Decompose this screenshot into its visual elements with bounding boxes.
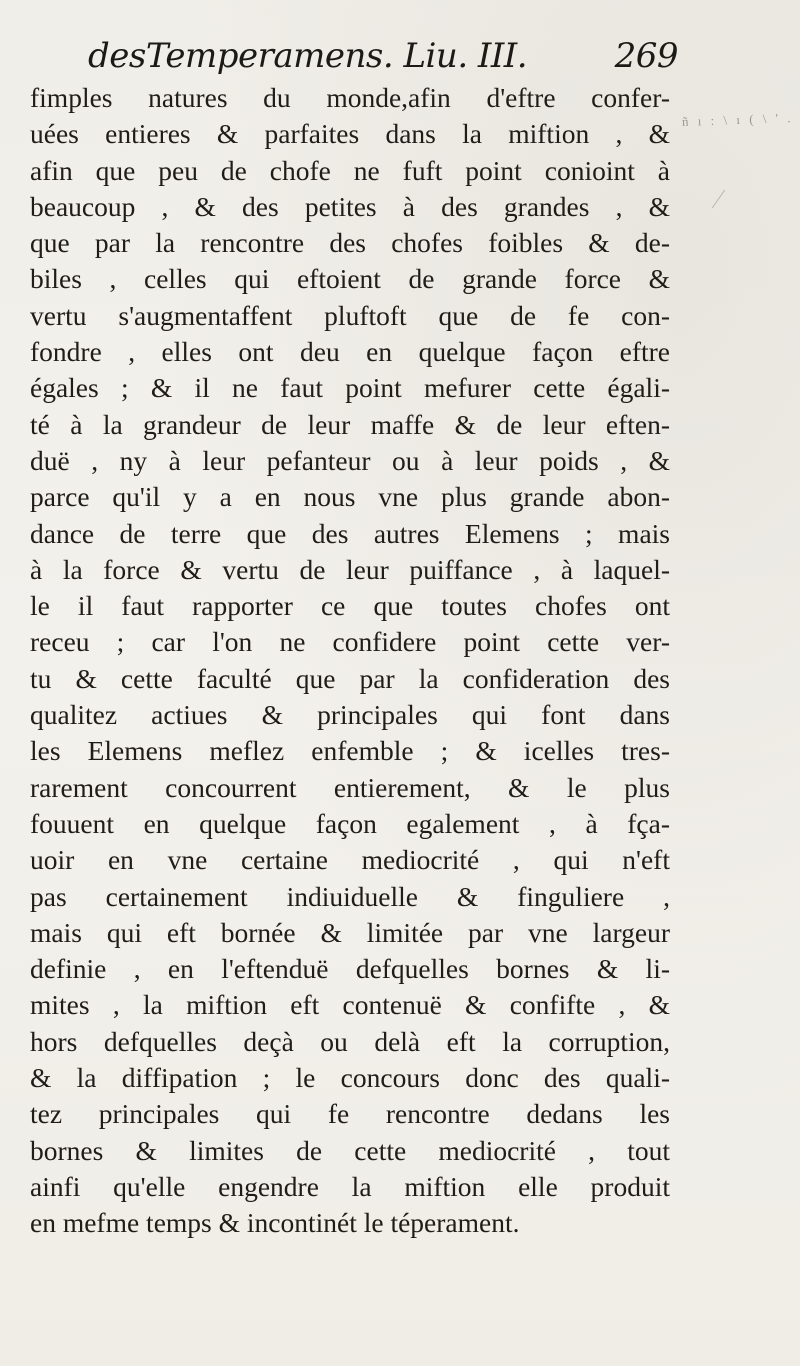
text-line: tu & cette faculté que par la confideration des bbox=[30, 662, 670, 694]
text-line: pas certainement indiuiduelle & finguliere , bbox=[30, 880, 670, 912]
text-line: fondre , elles ont deu en quelque façon eftre bbox=[30, 336, 670, 368]
paper-mark bbox=[712, 190, 725, 209]
text-line: les Elemens meflez enfemble ; & icelles tres- bbox=[30, 735, 670, 767]
text-line: égales ; & il ne faut point mefurer cette égali- bbox=[30, 372, 670, 404]
text-line: que par la rencontre des chofes foibles & de- bbox=[30, 227, 670, 259]
text-line: en mefme temps & incontinét le téperament. bbox=[30, 1207, 520, 1239]
text-line: le il faut rapporter ce que toutes chofes ont bbox=[30, 590, 670, 622]
text-line: afin que peu de chofe ne fuft point conioint à bbox=[30, 154, 670, 186]
text-line: fimples natures du monde,afin d'eftre confer- bbox=[30, 82, 670, 113]
text-line: uoir en vne certaine mediocrité , qui n'eft bbox=[30, 844, 670, 876]
body-text bbox=[30, 80, 670, 1242]
text-line: beaucoup , & des petites à des grandes , & bbox=[30, 190, 670, 222]
text-line: fouuent en quelque façon egalement , à fça- bbox=[30, 807, 670, 839]
text-line: duë , ny à leur pefanteur ou à leur poids , & bbox=[30, 444, 670, 476]
text-line: & la diffipation ; le concours donc des quali- bbox=[30, 1062, 670, 1094]
text-line: dance de terre que des autres Elemens ; mais bbox=[30, 517, 670, 549]
text-line: à la force & vertu de leur puiffance , à laquel- bbox=[30, 553, 670, 585]
text-line: rarement concourrent entierement, & le plus bbox=[30, 771, 670, 803]
running-head-title: desTemperamens. Liu. III. bbox=[88, 36, 528, 76]
page-number: 269 bbox=[614, 36, 678, 76]
text-line: receu ; car l'on ne confidere point cette ver- bbox=[30, 626, 670, 658]
text-line: mites , la miftion eft contenuë & confifte , & bbox=[30, 989, 670, 1021]
bleed-through-marks: ñ ı : \ ı ( \ ' . bbox=[681, 110, 794, 129]
text-line: tez principales qui fe rencontre dedans les bbox=[30, 1098, 670, 1130]
text-line: biles , celles qui eftoient de grande force & bbox=[30, 263, 670, 295]
text-line: definie , en l'eftenduë defquelles bornes & li- bbox=[30, 953, 670, 985]
text-line: qualitez actiues & principales qui font dans bbox=[30, 699, 670, 731]
text-line: uées entieres & parfaites dans la miftion , & bbox=[30, 118, 670, 150]
text-line: parce qu'il y a en nous vne plus grande abon- bbox=[30, 481, 670, 513]
text-line: bornes & limites de cette mediocrité , tout bbox=[30, 1134, 670, 1166]
running-head bbox=[88, 36, 678, 82]
text-line: hors defquelles deçà ou delà eft la corruption, bbox=[30, 1025, 670, 1057]
text-line: té à la grandeur de leur maffe & de leur eften- bbox=[30, 408, 670, 440]
text-line: mais qui eft bornée & limitée par vne largeur bbox=[30, 916, 670, 948]
text-line: vertu s'augmentaffent pluftoft que de fe con- bbox=[30, 299, 670, 331]
text-line: ainfi qu'elle engendre la miftion elle produit bbox=[30, 1170, 670, 1202]
